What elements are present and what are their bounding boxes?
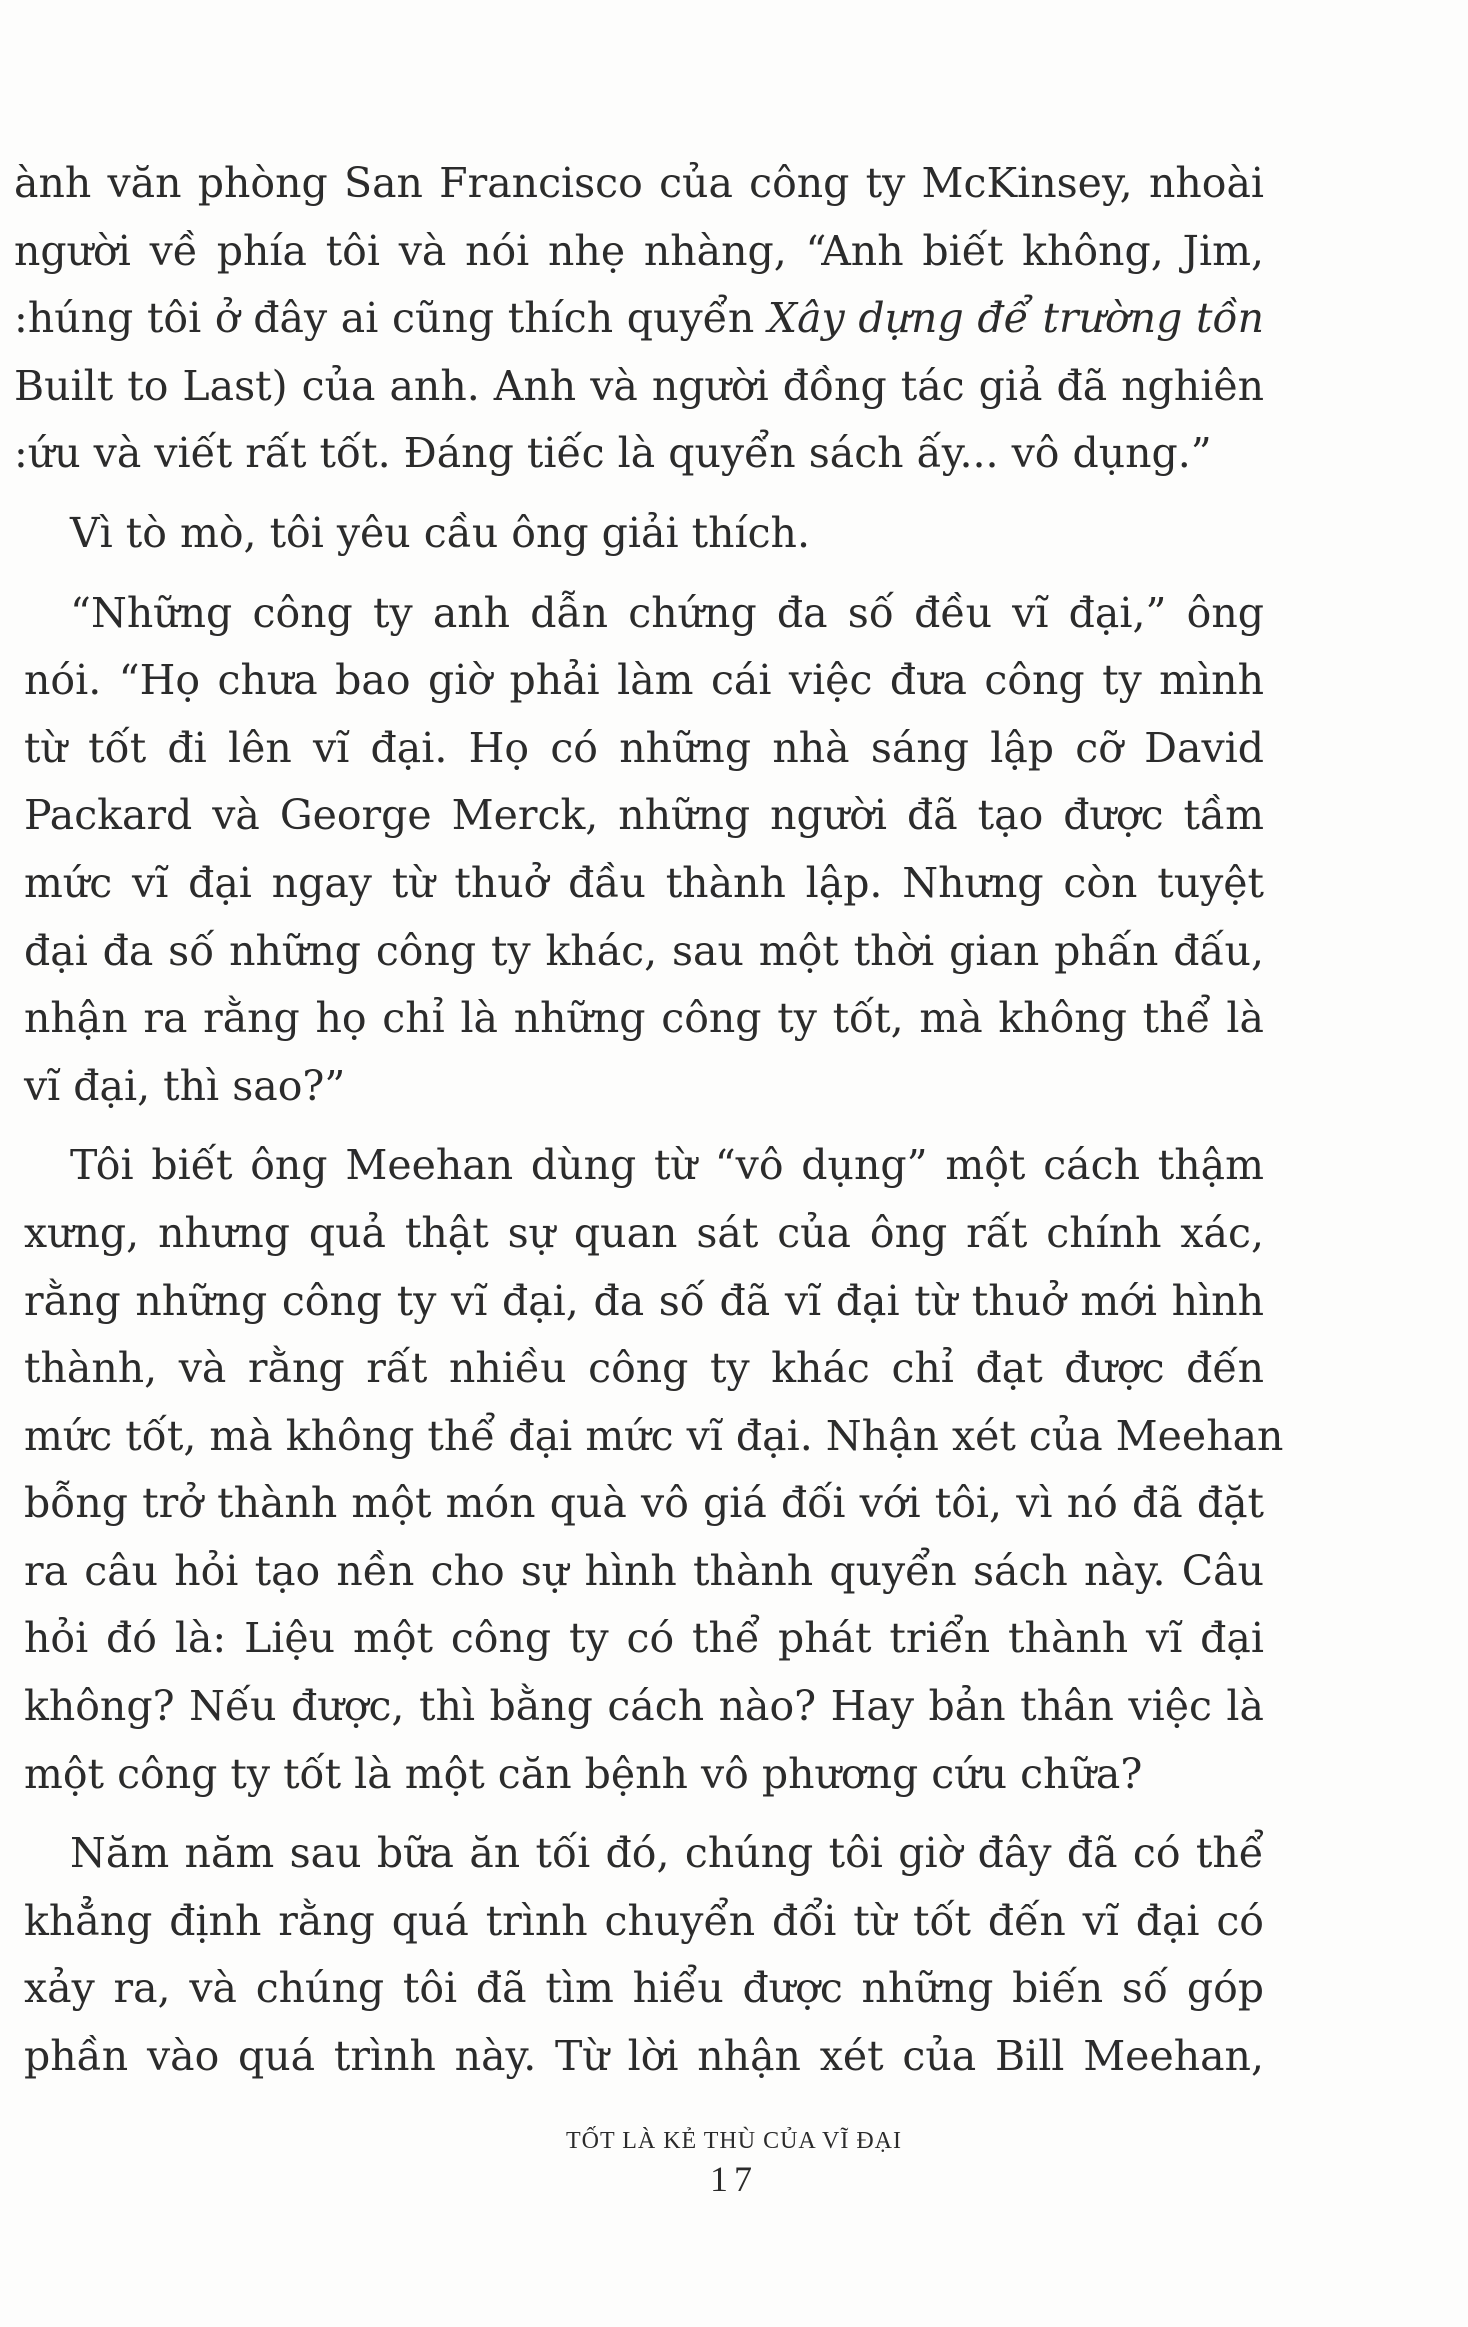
text-line-with-italic xyxy=(14,285,1264,353)
text-line: không? Nếu được, thì bằng cách nào? Hay bản thân việc là xyxy=(24,1682,1264,1731)
paragraph xyxy=(24,580,1264,1121)
book-title-italic: Xây dựng để trường tồn xyxy=(767,294,1264,343)
text-line: phần vào quá trình này. Từ lời nhận xét của Bill Meehan, xyxy=(24,2032,1264,2081)
text-line: bỗng trở thành một món quà vô giá đối với tôi, vì nó đã đặt xyxy=(24,1479,1264,1528)
text-line: Vì tò mò, tôi yêu cầu ông giải thích. xyxy=(70,508,810,557)
text-line: mức vĩ đại ngay từ thuở đầu thành lập. Nhưng còn tuyệt xyxy=(24,858,1264,907)
text-line: ành văn phòng San Francisco của công ty McKinsey, nhoài xyxy=(14,159,1264,207)
body-text xyxy=(14,150,1284,2091)
text-line: :ứu và viết rất tốt. Đáng tiếc là quyển sách ấy... vô dụng.” xyxy=(14,429,1212,478)
text-line: Năm năm sau bữa ăn tối đó, chúng tôi giờ đây đã có thể xyxy=(70,1829,1264,1878)
text-line: khẳng định rằng quá trình chuyển đổi từ tốt đến vĩ đại có xyxy=(24,1896,1264,1945)
paragraph xyxy=(14,150,1264,488)
text-segment: :húng tôi ở đây ai cũng thích quyển xyxy=(14,294,768,343)
text-line: xưng, nhưng quả thật sự quan sát của ông rất chính xác, xyxy=(24,1208,1264,1257)
text-line: hỏi đó là: Liệu một công ty có thể phát triển thành vĩ đại xyxy=(24,1614,1264,1663)
text-line: ra câu hỏi tạo nền cho sự hình thành quyển sách này. Câu xyxy=(24,1546,1264,1595)
text-line: rằng những công ty vĩ đại, đa số đã vĩ đại từ thuở mới hình xyxy=(24,1276,1264,1325)
text-line: người về phía tôi và nói nhẹ nhàng, “Anh biết không, Jim, xyxy=(14,226,1264,275)
text-line: “Những công ty anh dẫn chứng đa số đều vĩ đại,” ông xyxy=(70,588,1264,637)
text-line: đại đa số những công ty khác, sau một thời gian phấn đấu, xyxy=(24,926,1264,975)
text-line: một công ty tốt là một căn bệnh vô phương cứu chữa? xyxy=(24,1749,1143,1798)
paragraph xyxy=(24,1132,1284,1808)
text-line: Packard và George Merck, những người đã tạo được tầm xyxy=(24,791,1264,840)
page-number: 17 xyxy=(710,2159,758,2199)
text-line: mức tốt, mà không thể đại mức vĩ đại. Nhận xét của Meehan xyxy=(24,1411,1284,1460)
paragraph xyxy=(24,1820,1264,2090)
text-line: nhận ra rằng họ chỉ là những công ty tốt, mà không thể là xyxy=(24,994,1264,1043)
text-line: vĩ đại, thì sao?” xyxy=(24,1061,346,1110)
text-line: thành, và rằng rất nhiều công ty khác chỉ đạt được đến xyxy=(24,1344,1264,1393)
text-line: từ tốt đi lên vĩ đại. Họ có những nhà sáng lập cỡ David xyxy=(24,723,1264,772)
text-line: xảy ra, và chúng tôi đã tìm hiểu được những biến số góp xyxy=(24,1964,1264,2013)
paragraph xyxy=(24,500,1264,568)
running-title: TỐT LÀ KẺ THÙ CỦA VĨ ĐẠI xyxy=(566,2128,902,2154)
text-line: Built to Last) của anh. Anh và người đồng tác giả đã nghiên xyxy=(14,361,1264,410)
text-line: Tôi biết ông Meehan dùng từ “vô dụng” một cách thậm xyxy=(70,1141,1264,1190)
text-line: nói. “Họ chưa bao giờ phải làm cái việc đưa công ty mình xyxy=(24,656,1264,705)
